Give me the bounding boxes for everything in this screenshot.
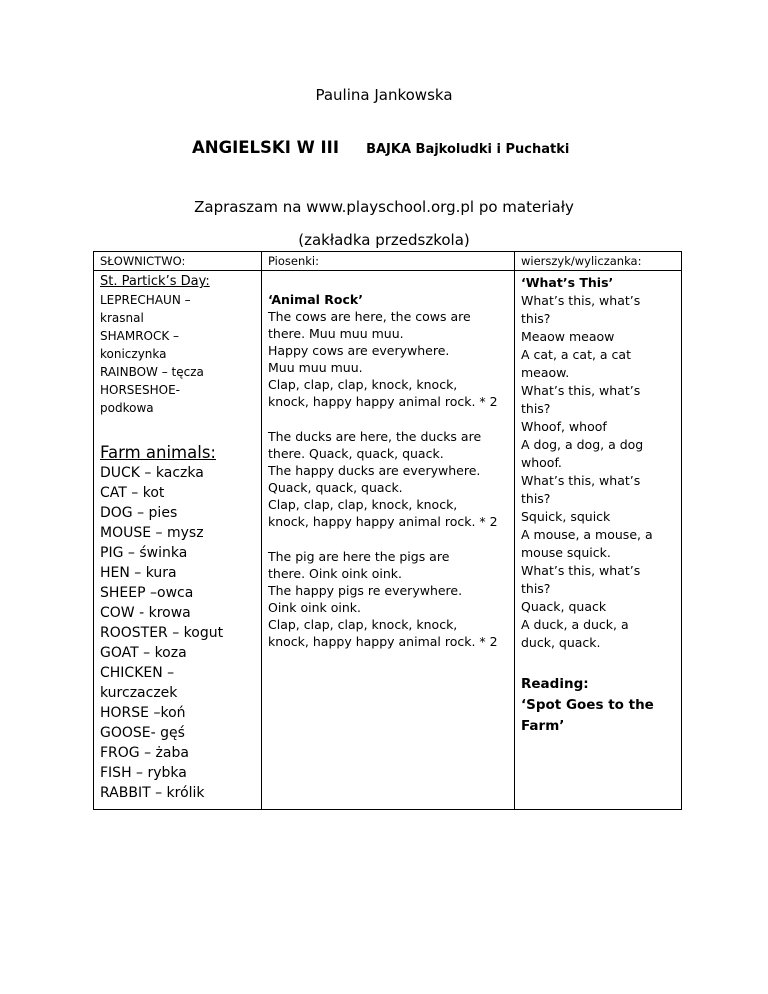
songs-cell bbox=[262, 271, 515, 810]
vocab-item: GOAT – koza bbox=[100, 645, 187, 661]
farm-animals-list bbox=[100, 463, 255, 803]
rhyme-line: this? bbox=[521, 491, 551, 506]
rhyme-line: What’s this, what’s bbox=[521, 563, 641, 578]
rhyme-line: What’s this, what’s bbox=[521, 383, 641, 398]
vocab-item: DOG – pies bbox=[100, 505, 178, 521]
song-line: there. Muu muu muu. bbox=[268, 326, 404, 341]
song-line: Clap, clap, clap, knock, knock, bbox=[268, 377, 458, 392]
vocab-item: ROOSTER – kogut bbox=[100, 625, 224, 641]
song-line: there. Oink oink oink. bbox=[268, 566, 402, 581]
song-line: The pig are here the pigs are bbox=[268, 549, 450, 564]
tab-note: (zakładka przedszkola) bbox=[298, 231, 470, 249]
song-line: The happy ducks are everywhere. bbox=[268, 463, 481, 478]
song-verse bbox=[268, 308, 508, 410]
title-main: ANGIELSKI W III bbox=[192, 138, 339, 157]
songs-header: Piosenki: bbox=[262, 252, 515, 271]
rhyme-line: this? bbox=[521, 311, 551, 326]
song-line: Clap, clap, clap, knock, knock, bbox=[268, 617, 458, 632]
rhyme-line: Quack, quack bbox=[521, 599, 607, 614]
table-body-row bbox=[94, 271, 682, 810]
song-title: ‘Animal Rock’ bbox=[268, 292, 363, 307]
song-line: The happy pigs re everywhere. bbox=[268, 583, 463, 598]
reading-book-title: Farm’ bbox=[521, 718, 565, 734]
vocab-item: krasnal bbox=[100, 311, 144, 325]
vocab-item: PIG – świnka bbox=[100, 545, 188, 561]
vocab-header: SŁOWNICTWO: bbox=[94, 252, 262, 271]
vocab-item: RAINBOW – tęcza bbox=[100, 365, 204, 379]
rhyme-title: ‘What’s This’ bbox=[521, 275, 614, 290]
song-line: knock, happy happy animal rock. * 2 bbox=[268, 514, 498, 529]
song-line: Oink oink oink. bbox=[268, 600, 361, 615]
song-line: The ducks are here, the ducks are bbox=[268, 429, 482, 444]
vocab-cell bbox=[94, 271, 262, 810]
vocab-item: COW - krowa bbox=[100, 605, 191, 621]
vocab-item: CHICKEN – bbox=[100, 665, 175, 681]
rhyme-line: A duck, a duck, a bbox=[521, 617, 629, 632]
invite-line: Zapraszam na www.playschool.org.pl po materiały bbox=[194, 198, 574, 216]
vocab-item: HORSESHOE- bbox=[100, 383, 181, 397]
rhyme-line: Meaow meaow bbox=[521, 329, 615, 344]
rhyme-cell bbox=[515, 271, 682, 810]
rhyme-line: A mouse, a mouse, a bbox=[521, 527, 653, 542]
song-line: knock, happy happy animal rock. * 2 bbox=[268, 634, 498, 649]
vocab-section-title: St. Partick’s Day: bbox=[100, 274, 210, 289]
vocab-item: FISH – rybka bbox=[100, 765, 187, 781]
vocab-item: GOOSE- gęś bbox=[100, 725, 185, 741]
rhyme-line: A dog, a dog, a dog bbox=[521, 437, 644, 452]
rhyme-line: What’s this, what’s bbox=[521, 473, 641, 488]
song-verse bbox=[268, 428, 508, 530]
reading-book-title: ‘Spot Goes to the bbox=[521, 697, 654, 713]
rhyme-line: What’s this, what’s bbox=[521, 293, 641, 308]
rhyme-line: A cat, a cat, a cat bbox=[521, 347, 631, 362]
vocab-item: koniczynka bbox=[100, 347, 167, 361]
farm-animals-title: Farm animals: bbox=[100, 443, 216, 462]
reading-label: Reading: bbox=[521, 676, 589, 692]
song-line: Quack, quack, quack. bbox=[268, 480, 403, 495]
vocab-item: MOUSE – mysz bbox=[100, 525, 204, 541]
vocab-item: DUCK – kaczka bbox=[100, 465, 204, 481]
author-name: Paulina Jankowska bbox=[315, 86, 453, 104]
rhyme-line: mouse squick. bbox=[521, 545, 611, 560]
vocab-list bbox=[100, 291, 255, 417]
vocab-item: FROG – żaba bbox=[100, 745, 189, 761]
vocab-item: kurczaczek bbox=[100, 685, 178, 701]
vocab-item: SHEEP –owca bbox=[100, 585, 194, 601]
document-title bbox=[192, 138, 569, 157]
rhyme-line: meaow. bbox=[521, 365, 570, 380]
rhyme-line: this? bbox=[521, 581, 551, 596]
song-line: there. Quack, quack, quack. bbox=[268, 446, 444, 461]
song-line: Muu muu muu. bbox=[268, 360, 363, 375]
song-line: Happy cows are everywhere. bbox=[268, 343, 450, 358]
rhyme-line: Whoof, whoof bbox=[521, 419, 607, 434]
vocab-item: HEN – kura bbox=[100, 565, 177, 581]
song-line: The cows are here, the cows are bbox=[268, 309, 471, 324]
rhyme-header: wierszyk/wyliczanka: bbox=[515, 252, 682, 271]
title-subtitle: BAJKA Bajkoludki i Puchatki bbox=[366, 142, 570, 157]
song-line: knock, happy happy animal rock. * 2 bbox=[268, 394, 498, 409]
rhyme-line: duck, quack. bbox=[521, 635, 601, 650]
vocab-item: RABBIT – królik bbox=[100, 785, 205, 801]
rhyme-line: whoof. bbox=[521, 455, 562, 470]
vocab-item: podkowa bbox=[100, 401, 154, 415]
song-verse bbox=[268, 548, 508, 650]
rhyme-line: Squick, squick bbox=[521, 509, 611, 524]
content-table bbox=[93, 251, 682, 810]
vocab-item: HORSE –koń bbox=[100, 705, 186, 721]
vocab-item: CAT – kot bbox=[100, 485, 165, 501]
vocab-item: LEPRECHAUN – bbox=[100, 293, 191, 307]
song-line: Clap, clap, clap, knock, knock, bbox=[268, 497, 458, 512]
rhyme-lines bbox=[521, 292, 675, 652]
rhyme-line: this? bbox=[521, 401, 551, 416]
vocab-item: SHAMROCK – bbox=[100, 329, 180, 343]
table-header-row bbox=[94, 252, 682, 271]
